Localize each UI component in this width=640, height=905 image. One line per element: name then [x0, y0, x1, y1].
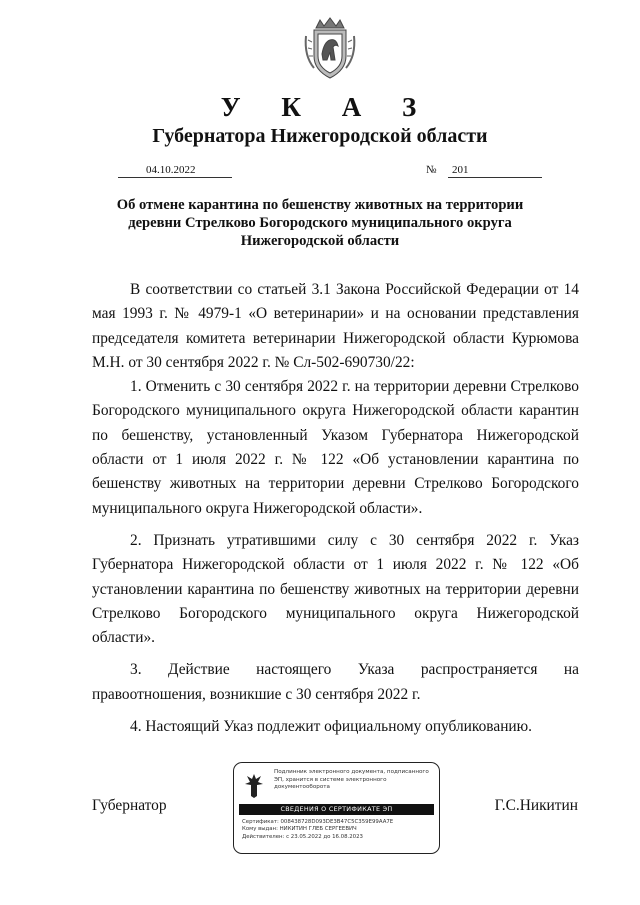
- deer-logo-icon: [243, 772, 265, 800]
- decree-issuer: Губернатора Нижегородской области: [152, 125, 488, 147]
- title-line: деревни Стрелково Богородского муниципального округа: [128, 215, 512, 231]
- stamp-owner: Кому выдан: НИКИТИН ГЛЕБ СЕРГЕЕВИЧ: [242, 826, 357, 833]
- signer-title: Губернатор: [92, 797, 167, 814]
- clause-1-paragraph: 1. Отменить с 30 сентября 2022 г. на территории деревни Стрелково Богородского муниципального округа Нижегородской области карантин по бешенству, установленный Указом Губернатора Нижегородской области от 1 июля 2022 г. № 122 «Об установлении карантина по бешенству животных на территории деревни Стрелково Богородского муниципального округа Нижегородской области».: [92, 378, 579, 517]
- title-line: Об отмене карантина по бешенству животных на территории: [116, 197, 524, 213]
- clause-4-paragraph: 4. Настоящий Указ подлежит официальному опубликованию.: [130, 718, 533, 736]
- decree-heading: У К А З: [220, 92, 434, 122]
- electronic-signature-stamp: [233, 762, 440, 854]
- decree-date-field: [118, 164, 232, 178]
- coat-of-arms-icon: [302, 16, 358, 82]
- stamp-validity: Действителен: с 23.05.2022 до 16.08.2023: [242, 833, 363, 840]
- clause-3-paragraph: 3. Действие настоящего Указа распространяется на правоотношения, возникшие с 30 сентября 2022 г.: [92, 661, 579, 703]
- title-line: Нижегородской области: [240, 233, 400, 249]
- stamp-details: [242, 819, 437, 841]
- clause-2-paragraph: 2. Признать утратившими силу с 30 сентября 2022 г. Указ Губернатора Нижегородской области от 1 июля 2022 г. № 122 «Об установлении карантина по бешенству животных на территории деревни Стрелково Богородского муниципального округа Нижегородской области».: [92, 531, 579, 647]
- signer-name: Г.С.Никитин: [494, 797, 578, 814]
- stamp-note: Подлинник электронного документа, подписанного ЭП, хранится в системе электронного документооборота: [274, 769, 429, 790]
- decree-date: 04.10.2022: [146, 164, 196, 176]
- document-title: [110, 196, 530, 250]
- document-body: [92, 278, 579, 739]
- number-sign: №: [426, 164, 437, 176]
- preamble-paragraph: В соответствии со статьей 3.1 Закона Российской Федерации от 14 мая 1993 г. № 4979-1 «О ветеринарии» и на основании представления председателя комитета ветеринарии Нижегородской области Курюмова М.Н. от 30 сентября 2022 г. № Сл-502-690730/22:: [92, 281, 579, 371]
- decree-number-field: [426, 164, 543, 178]
- decree-number: 201: [452, 164, 469, 176]
- stamp-certificate: Сертификат: 008438728D093DE3B47C5C359E99AA7E: [242, 819, 394, 825]
- stamp-band: СВЕДЕНИЯ О СЕРТИФИКАТЕ ЭП: [239, 804, 434, 815]
